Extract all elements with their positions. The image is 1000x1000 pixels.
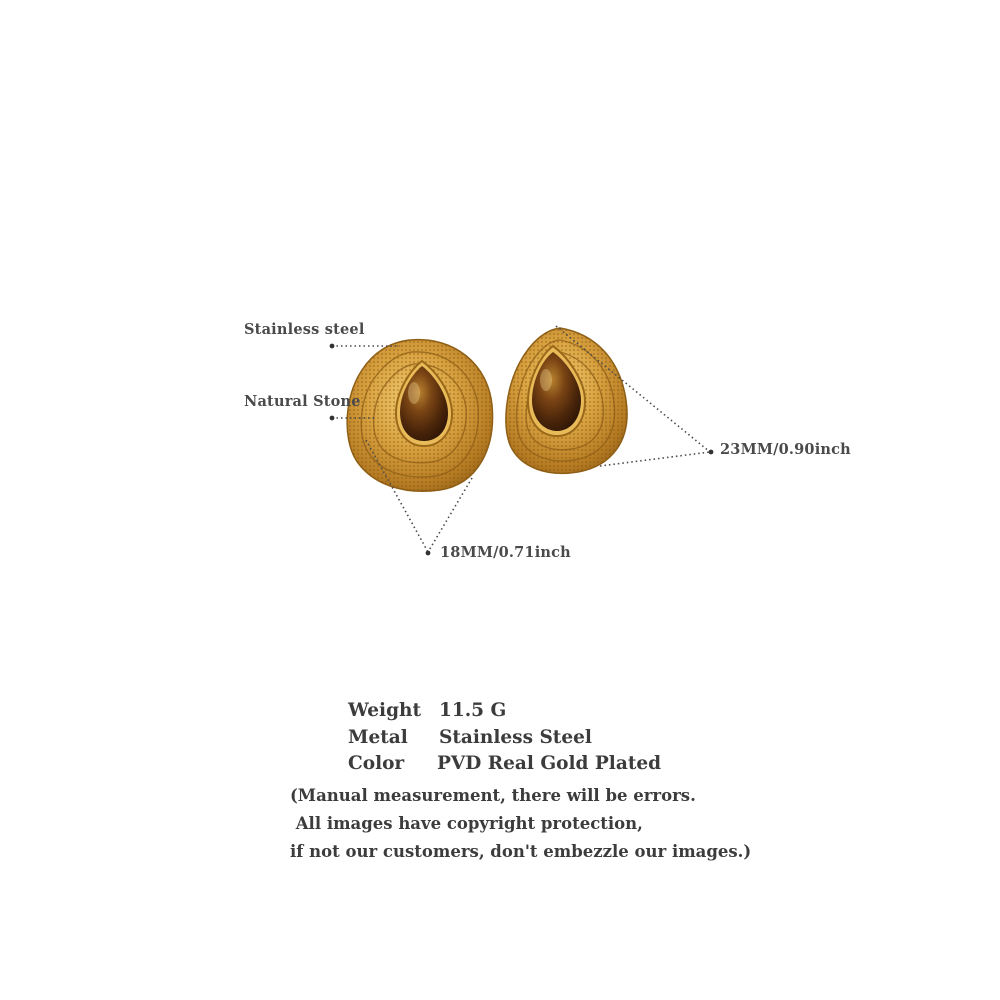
material-callout-label: Stainless steel bbox=[244, 321, 365, 338]
height-leader-bottom bbox=[600, 452, 710, 466]
material-dot bbox=[330, 344, 335, 349]
spec-label: Weight bbox=[348, 700, 421, 721]
disclaimer-line: All images have copyright protection, bbox=[290, 814, 643, 833]
disclaimer-line: (Manual measurement, there will be errors. bbox=[290, 786, 696, 805]
spec-value: PVD Real Gold Plated bbox=[437, 753, 662, 774]
spec-label: Metal bbox=[348, 727, 408, 748]
height-dot bbox=[709, 450, 714, 455]
disclaimer-line: if not our customers, don't embezzle our images.) bbox=[290, 842, 752, 861]
right-earring bbox=[506, 328, 627, 473]
spec-value: 11.5 G bbox=[439, 700, 507, 721]
stone-dot bbox=[330, 416, 335, 421]
spec-label: Color bbox=[348, 753, 405, 774]
width-dimension-label: 18MM/0.71inch bbox=[440, 544, 571, 561]
stone-callout-label: Natural Stone bbox=[244, 393, 361, 410]
spec-value: Stainless Steel bbox=[439, 727, 592, 748]
width-dot bbox=[426, 551, 431, 556]
left-earring bbox=[347, 340, 492, 492]
height-dimension-label: 23MM/0.90inch bbox=[720, 441, 851, 458]
